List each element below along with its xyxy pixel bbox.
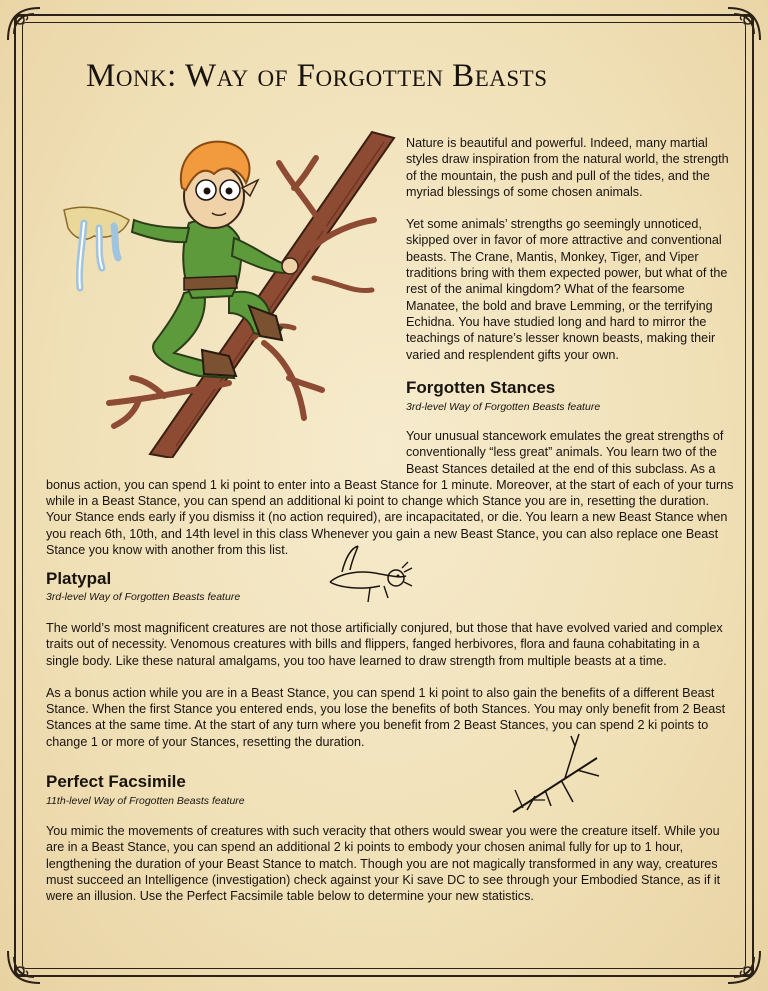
intro-paragraph: Nature is beautiful and powerful. Indeed, many martial styles draw inspiration from the natural world, the strength of the mountain, the push and pull of the tides, and the myriad blessings of some chosen animals.: [406, 136, 729, 199]
corner-flourish-icon: [724, 4, 764, 44]
platypal-paragraph: As a bonus action while you are in a Beast Stance, you can spend 1 ki point to also gain the benefits of a different Beast Stance. When the first Stance you entered ends, you lose the benefits of both Stances. You may only benefit from 2 Beast Stances at the same time. At the start of any turn where you benefit from 2 Beast Stances, you can spend 2 ki points to change 1 or more of your Stances, resetting the duration.: [46, 685, 726, 749]
corner-flourish-icon: [4, 4, 44, 44]
forgotten-stances-body: [46, 428, 736, 558]
perfect-facsimile-text: You mimic the movements of creatures with such veracity that others would swear you were the creature itself. While you are in a Beast Stance, you can spend an additional 2 ki points to embody your chosen animal fully for up to 1 hour, lengthening the duration of your Beast Stance to match. Though you are not magically transformed in any way, creatures must succeed an Intelligence (investigation) check against your Ki save DC to see through your Embodied Stance, as if it were an illusion. Use the Perfect Facsimile table below to determine your new statistics.: [46, 824, 721, 904]
intro-paragraph: Yet some animals’ strengths go seemingly unnoticed, skipped over in favor of more attractive and conventional beasts. The Crane, Mantis, Monkey, Tiger, and Viper traditions bring with them expected power, but what of the rest of the animal kingdom? What of the fearsome Manatee, the bold and brave Lemming, or the terrifying Echidna. You have studied long and hard to mirror the teachings of nature’s lesser known beasts, making their varied and resplendent gifts your own.: [406, 217, 728, 362]
heading-perfect-facsimile: Perfect Facsimile: [46, 772, 186, 791]
monk-illustration: [54, 128, 404, 458]
subtitle-forgotten-stances: 3rd-level Way of Forgotten Beasts feature: [406, 401, 601, 413]
perfect-facsimile-body: [46, 823, 726, 904]
corner-flourish-icon: [4, 947, 44, 987]
heading-forgotten-stances: Forgotten Stances: [406, 378, 556, 397]
subtitle-platypal: 3rd-level Way of Forgotten Beasts feature: [46, 591, 241, 603]
page-title: Monk: Way of Forgotten Beasts: [86, 58, 548, 94]
subtitle-perfect-facsimile: 11th-level Way of Frogotten Beasts feature: [46, 795, 245, 807]
platypal-paragraph: The world’s most magnificent creatures are not those artificially conjured, but those that have evolved varied and complex traits out of necessity. Venomous creatures with bills and flippers, fanged herbivores, flora and fauna cohabitating in a single body. Like these natural amalgams, you too have learned to draw strength from multiple beasts at a time.: [46, 621, 723, 668]
axolotl-sketch-icon: [322, 542, 414, 608]
heading-platypal: Platypal: [46, 569, 112, 588]
corner-flourish-icon: [724, 947, 764, 987]
intro-text: [406, 135, 732, 363]
stick-insect-sketch-icon: [505, 728, 605, 816]
forgotten-stances-text: Your unusual stancework emulates the great strengths of conventionally “less great” animals. You learn two of the Beast Stances detailed at the end of this subclass. As a bonus action, you can spend 1 ki point to enter into a Beast Stance for 1 minute. Moreover, at the start of each of your turns while in a Beast Stance, you can spend an additional ki point to change which Stance you are in, resetting the duration. Your Stance ends early if you dismiss it (no action required), are incapacitated, or die. You learn a new Beast Stance when you reach 6th, 10th, and 14th level in this class Whenever you gain a new Beast Stance, you can also replace one Beast Stance you know with another from this list.: [46, 429, 734, 558]
platypal-body: [46, 620, 726, 750]
